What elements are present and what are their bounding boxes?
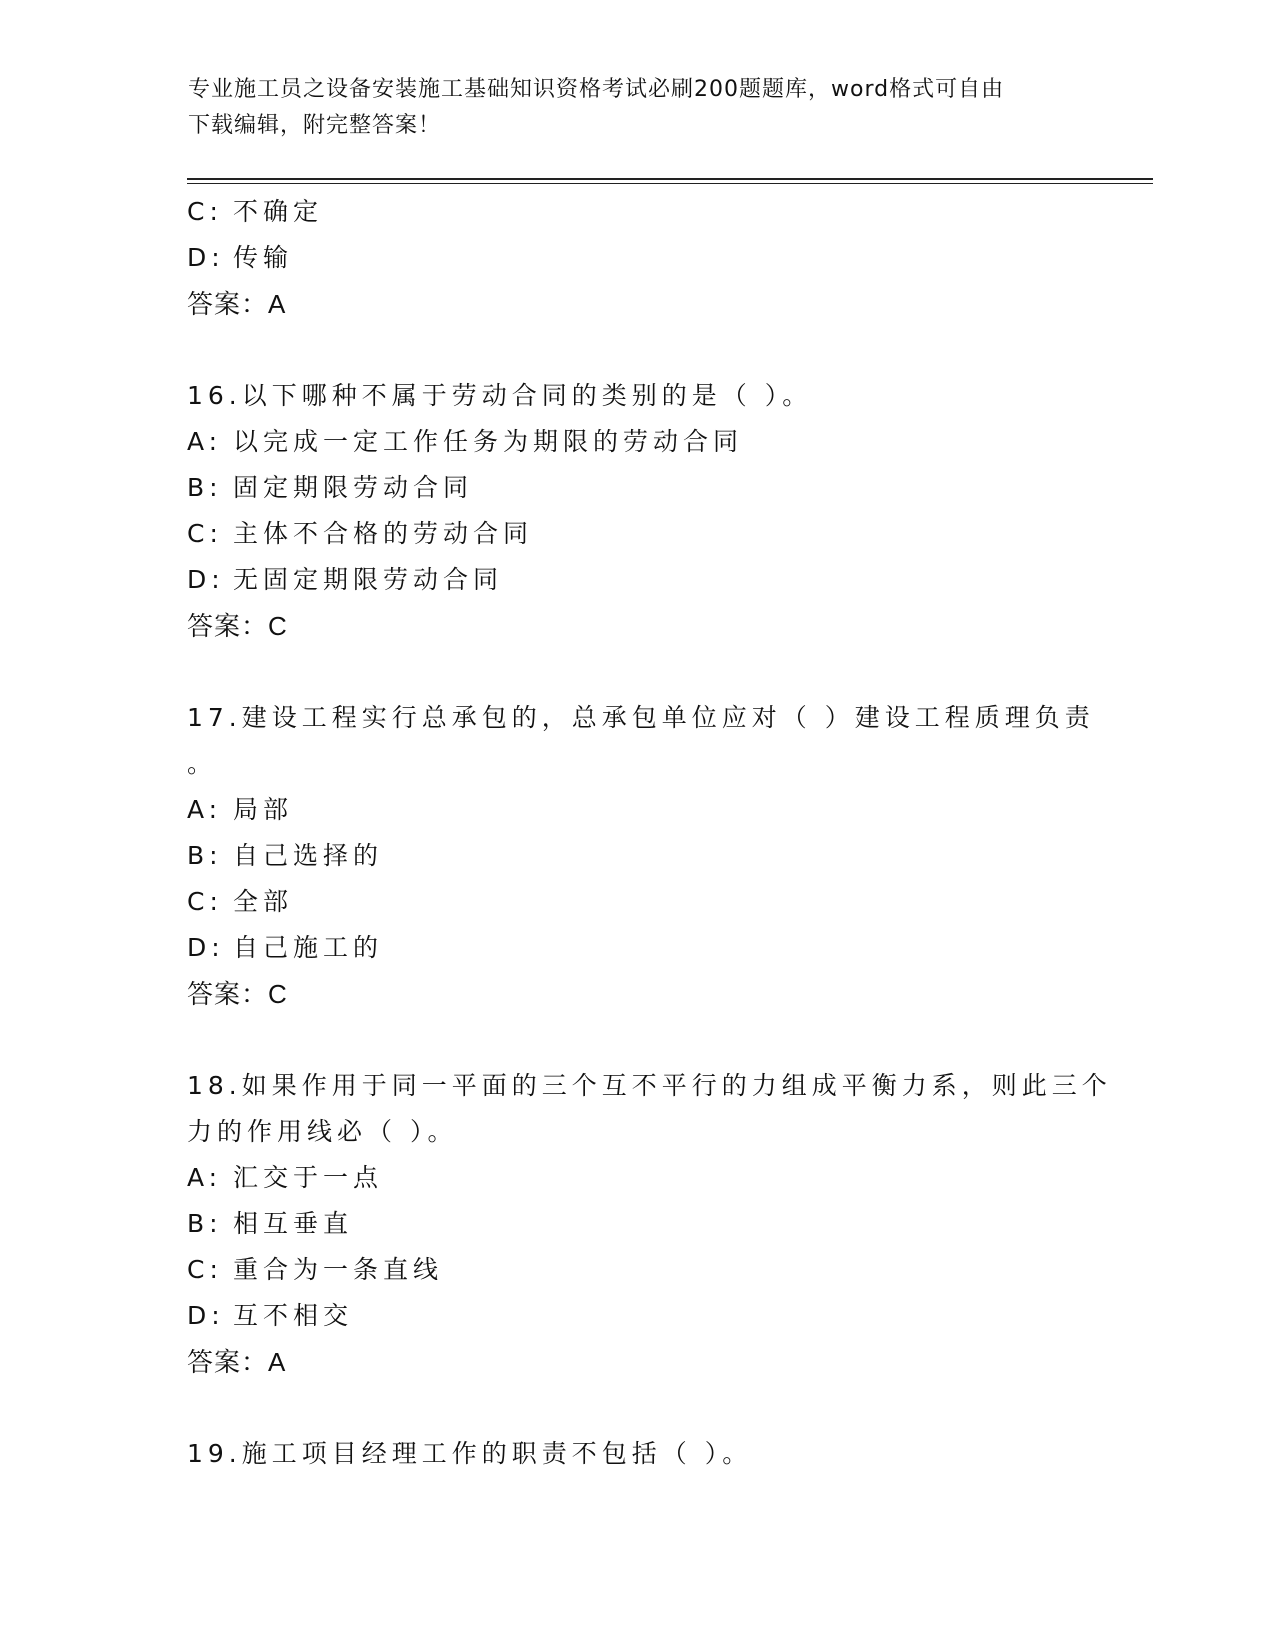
option-label: A: [187,427,223,456]
option-d [187,557,1087,603]
option-a [187,787,1087,833]
header-line-2: 下载编辑，附完整答案！ [188,113,442,138]
option-label: C: [187,197,223,226]
option-c [187,879,1087,925]
answer-line: 答案：A [187,1347,287,1377]
question-block-18 [187,1063,1112,1385]
option-label: B: [187,473,223,502]
option-text: 以完成一定工作任务为期限的劳动合同 [233,427,744,456]
option-a [187,1155,1087,1201]
option-label: D: [187,243,225,272]
question-block-16 [187,373,1087,649]
option-label: D: [187,565,225,594]
option-d [187,235,1087,281]
option-label: D: [187,933,225,962]
option-label: B: [187,841,223,870]
answer-line: 答案：C [187,611,288,641]
option-d [187,925,1087,971]
option-text: 主体不合格的劳动合同 [233,519,534,548]
option-text: 全部 [233,887,294,916]
question-stem: 16.以下哪种不属于劳动合同的类别的是（ ）。 [187,381,813,410]
option-text: 相互垂直 [233,1209,354,1238]
document-header [188,72,1068,144]
spacer [187,649,1087,695]
question-content [187,189,1112,1477]
option-c [187,1247,1087,1293]
option-label: A: [187,795,223,824]
question-stem-continued: 。 [187,749,218,778]
option-b [187,465,1087,511]
option-label: C: [187,519,223,548]
spacer [187,327,1087,373]
option-label: C: [187,1255,223,1284]
option-label: A: [187,1163,223,1192]
header-line-1: 专业施工员之设备安装施工基础知识资格考试必刷200题题库，word格式可自由 [188,77,1005,102]
spacer [187,1017,1087,1063]
option-b [187,833,1087,879]
option-text: 互不相交 [233,1301,354,1330]
spacer [187,1385,1087,1431]
option-a [187,419,1087,465]
question-stem-continued: 力的作用线必（ ）。 [187,1117,458,1146]
answer-line: 答案：A [187,289,287,319]
option-label: C: [187,887,223,916]
option-label: D: [187,1301,225,1330]
question-stem: 18.如果作用于同一平面的三个互不平行的力组成平衡力系，则此三个 [187,1071,1112,1100]
option-text: 无固定期限劳动合同 [233,565,504,594]
option-text: 自己选择的 [233,841,384,870]
question-block-15 [187,189,1087,327]
option-c [187,189,1087,235]
option-text: 固定期限劳动合同 [233,473,474,502]
option-b [187,1201,1087,1247]
header-divider-thick [187,178,1153,180]
option-text: 传输 [233,243,294,272]
option-text: 自己施工的 [233,933,384,962]
question-block-17 [187,695,1095,1017]
header-divider-thin [187,183,1153,184]
question-stem: 19.施工项目经理工作的职责不包括（ ）。 [187,1439,753,1468]
answer-line: 答案：C [187,979,288,1009]
option-text: 不确定 [233,197,324,226]
option-label: B: [187,1209,223,1238]
option-c [187,511,1087,557]
question-block-19 [187,1431,1087,1477]
option-text: 重合为一条直线 [233,1255,444,1284]
option-d [187,1293,1087,1339]
option-text: 局部 [233,795,294,824]
option-text: 汇交于一点 [233,1163,384,1192]
question-stem: 17.建设工程实行总承包的，总承包单位应对（ ）建设工程质理负责 [187,703,1095,732]
